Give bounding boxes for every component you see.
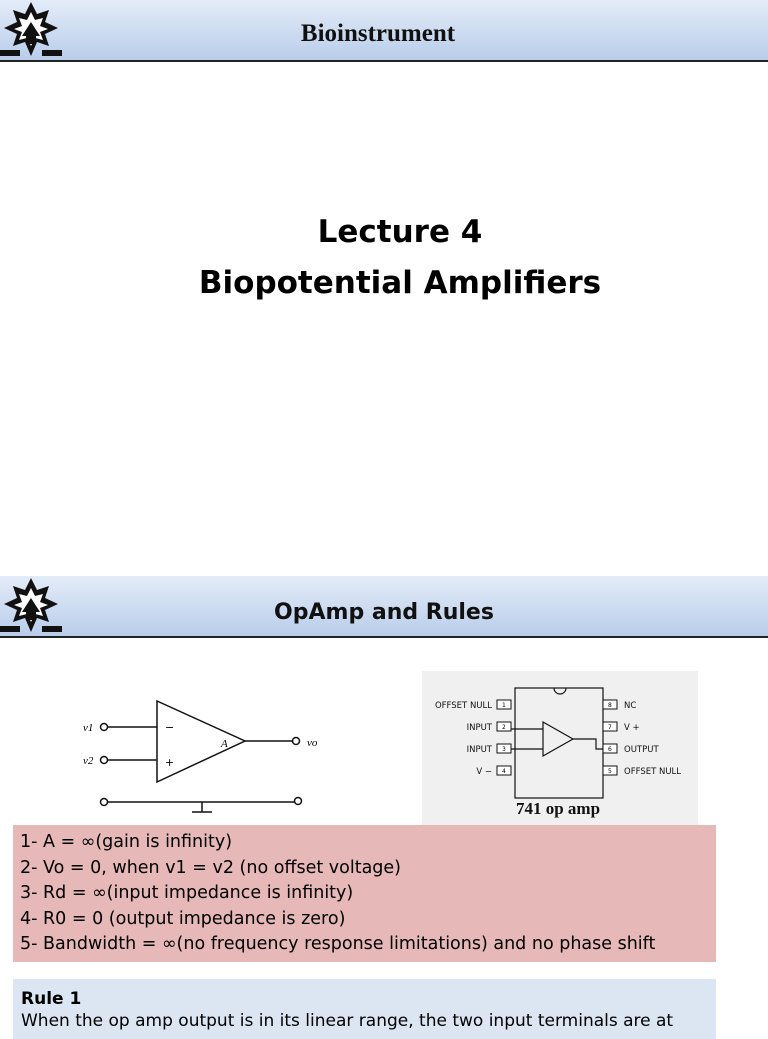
gain-label: A bbox=[221, 738, 228, 750]
pin-number: 2 bbox=[502, 724, 506, 731]
pin-number: 5 bbox=[608, 768, 612, 775]
pin-label-right: NC bbox=[624, 701, 637, 711]
slide-2 bbox=[0, 576, 768, 1031]
lecture-topic: Biopotential Amplifiers bbox=[198, 265, 602, 301]
rule-item: 1- A = ∞(gain is infinity) bbox=[20, 832, 233, 852]
input-v2-label: v2 bbox=[83, 755, 94, 767]
lecture-number: Lecture 4 bbox=[317, 214, 483, 250]
ideal-opamp-rules-box bbox=[13, 825, 716, 962]
pin-label-left: V − bbox=[476, 767, 492, 777]
pin-label-right: OUTPUT bbox=[624, 745, 659, 755]
rule-item: 3- Rd = ∞(input impedance is infinity) bbox=[20, 883, 354, 903]
pin-number: 7 bbox=[608, 724, 612, 731]
pin-label-right: OFFSET NULL bbox=[624, 767, 682, 777]
rule-item: 4- R0 = 0 (output impedance is zero) bbox=[20, 908, 346, 929]
rule-item: 5- Bandwidth = ∞(no frequency response limitations) and no phase shift bbox=[20, 934, 656, 954]
pin-number: 8 bbox=[608, 702, 612, 709]
pin-label-left: INPUT bbox=[466, 723, 492, 733]
slide-header bbox=[0, 576, 768, 638]
opamp-symbol-diagram bbox=[75, 684, 325, 814]
header-title: Bioinstrument bbox=[300, 20, 456, 47]
chip-caption: 741 op amp bbox=[515, 799, 601, 818]
header-title: OpAmp and Rules bbox=[274, 600, 494, 625]
pin-label-left: OFFSET NULL bbox=[434, 701, 492, 711]
pin-number: 6 bbox=[608, 746, 612, 753]
rule-1-text: When the op amp output is in its linear range, the two input terminals are at bbox=[21, 1011, 674, 1031]
plus-sign: + bbox=[165, 756, 175, 769]
lecture-title bbox=[0, 207, 768, 309]
pin-number: 3 bbox=[502, 746, 506, 753]
opamp-triangle bbox=[157, 701, 245, 782]
input-v1-label: v1 bbox=[83, 722, 94, 734]
minus-sign: − bbox=[165, 721, 175, 734]
output-vo-label: vo bbox=[307, 737, 318, 749]
opamp-741-pinout bbox=[422, 671, 698, 826]
rule-item: 2- Vo = 0, when v1 = v2 (no offset voltage) bbox=[20, 857, 402, 878]
rule-1-title: Rule 1 bbox=[21, 989, 82, 1009]
rule-1-box bbox=[13, 979, 716, 1039]
pin-label-right: V + bbox=[624, 723, 640, 733]
pin-number: 4 bbox=[502, 768, 506, 775]
pin-number: 1 bbox=[502, 702, 506, 709]
pin-label-left: INPUT bbox=[466, 745, 492, 755]
slide-header bbox=[0, 0, 768, 62]
